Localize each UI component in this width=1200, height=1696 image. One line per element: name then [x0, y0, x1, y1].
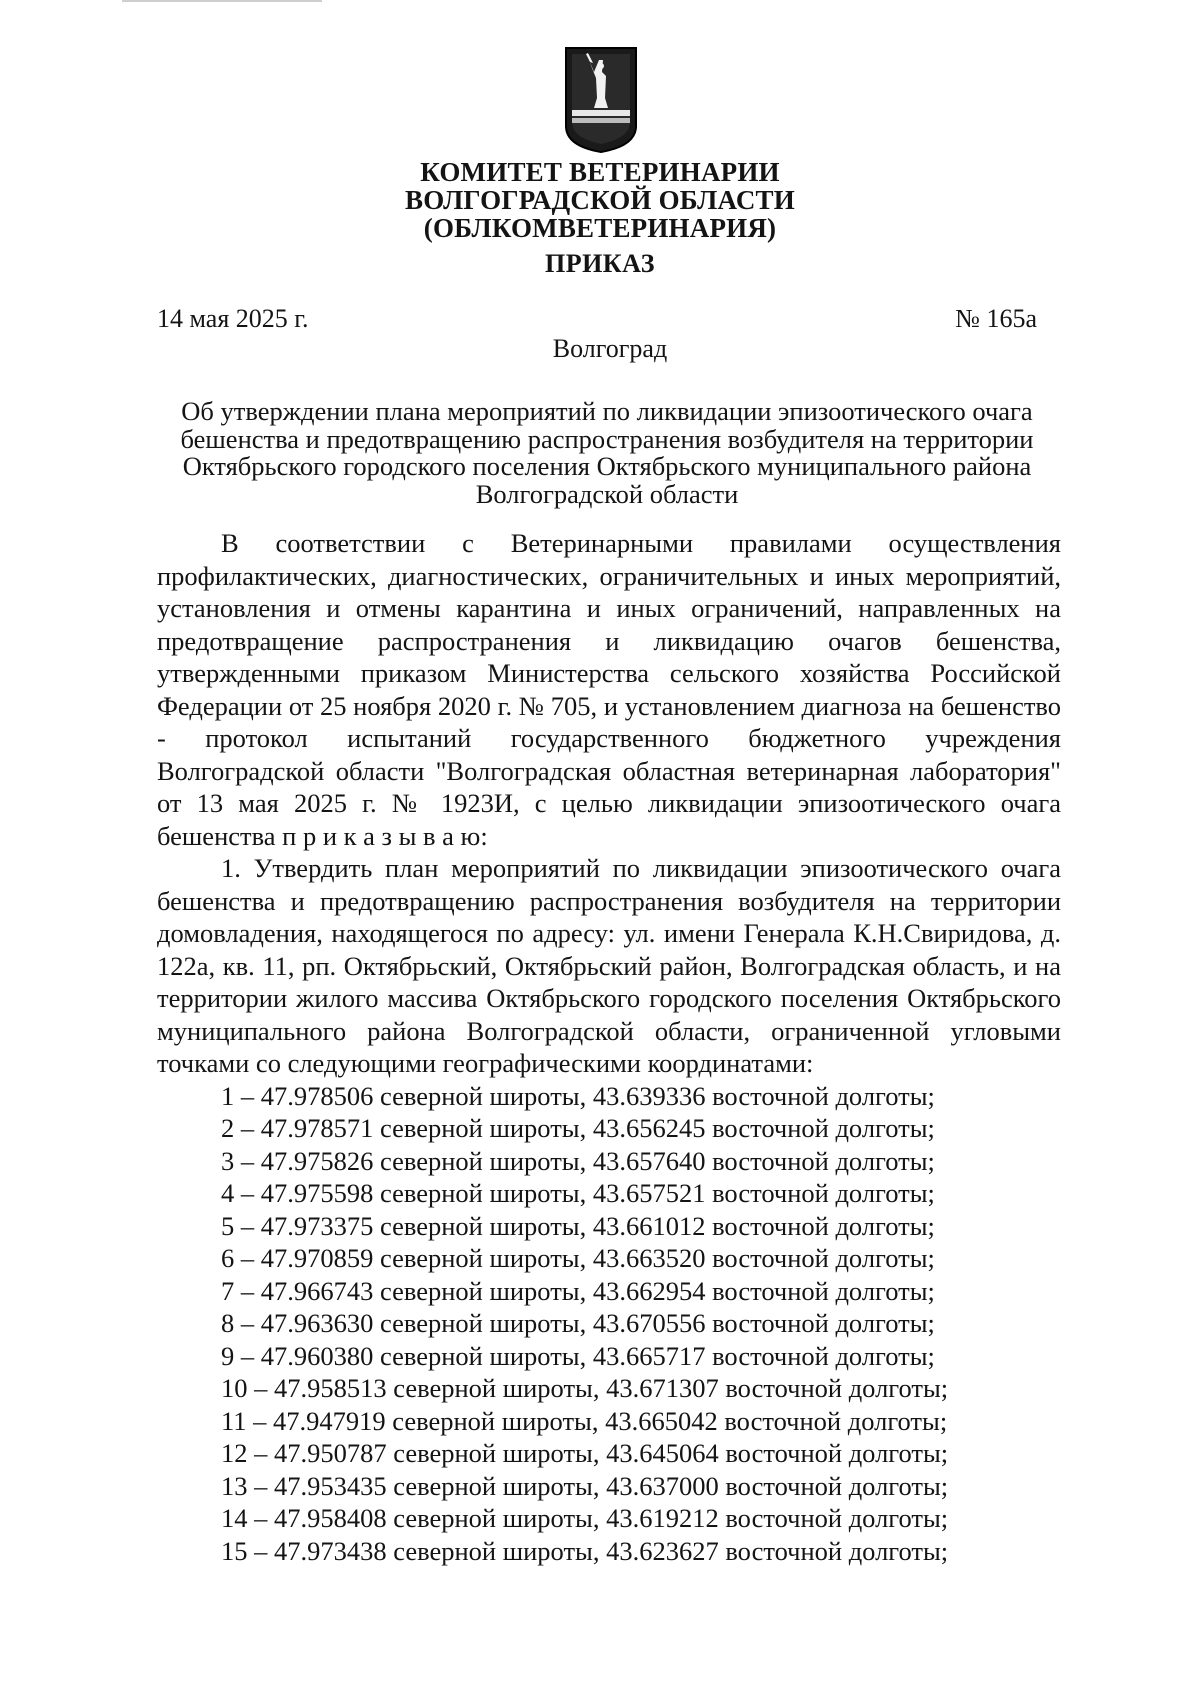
coordinate-point: 13 – 47.953435 северной широты, 43.637000 восточной долготы; — [221, 1470, 949, 1501]
title-line-1: Об утверждении плана мероприятий по ликвидации эпизоотического очага — [181, 396, 1033, 426]
volgograd-region-coat-of-arms-icon — [564, 46, 638, 154]
coordinate-point: 11 – 47.947919 северной широты, 43.665042 восточной долготы; — [221, 1405, 948, 1436]
coordinate-point: 2 – 47.978571 северной широты, 43.656245 восточной долготы; — [221, 1113, 935, 1143]
order-item-1: 1. Утвердить план мероприятий по ликвидации эпизоотического очага бешенства и предотвращению распространения возбудителя на территории домовладения, находящегося по адресу: ул. имени Генерала К.Н.Свиридова, д. 122а, кв. 11, рп. Октябрьский, Октябрьский район, Волгоградская область, и на территории жилого массива Октябрьского городского поселения Октябрьского муниципального района Волгоградской области, ограниченной угловыми точками со следующими географическими координатами: — [157, 853, 1061, 1078]
coordinate-point: 12 – 47.950787 северной широты, 43.645064 восточной долготы; — [221, 1438, 949, 1468]
coordinate-point: 15 – 47.973438 северной широты, 43.623627 восточной долготы; — [221, 1535, 949, 1566]
title-line-4: Волгоградской области — [475, 478, 739, 509]
coordinate-point: 10 – 47.958513 северной широты, 43.671307 восточной долготы; — [221, 1373, 949, 1403]
title-line-2: бешенства и предотвращению распространения возбудителя на территории — [180, 423, 1034, 454]
preamble-paragraph: В соответствии с Ветеринарными правилами осуществления профилактических, диагностических, ограничительных и иных мероприятий, установления и отмены карантина и иных ограничений, направленных на предотвращение распространения и ликвидацию очагов бешенства, утвержденными приказом Министерства сельского хозяйства Российской Федерации от 25 ноября 2020 г. № 705, и установлением диагноза на бешенство - протокол испытаний государственного бюджетного учреждения Волгоградской области "Волгоградская областная ветеринарная лаборатория" от 13 мая 2025 г. № 1923И, с целью ликвидации эпизоотического очага бешенства п р и к а з ы в а ю: — [157, 528, 1061, 851]
title-line-3: Октябрьского городского поселения Октябрьского муниципального района — [182, 451, 1032, 481]
coordinate-point: 7 – 47.966743 северной широты, 43.662954 восточной долготы; — [221, 1275, 935, 1306]
coordinate-point: 9 – 47.960380 северной широты, 43.665717 восточной долготы; — [221, 1340, 935, 1371]
coordinate-point: 1 – 47.978506 северной широты, 43.639336 восточной долготы; — [221, 1080, 935, 1111]
coordinate-point: 3 – 47.975826 северной широты, 43.657640 восточной долготы; — [221, 1145, 935, 1176]
org-line-1: КОМИТЕТ ВЕТЕРИНАРИИ — [420, 157, 780, 187]
coordinate-point: 8 – 47.963630 северной широты, 43.670556 восточной долготы; — [221, 1308, 935, 1338]
document-title — [157, 398, 1057, 508]
org-line-2: ВОЛГОГРАДСКОЙ ОБЛАСТИ — [405, 185, 795, 215]
org-line-3: (ОБЛКОМВЕТЕРИНАРИЯ) — [423, 213, 777, 243]
coordinate-point: 4 – 47.975598 северной широты, 43.657521 восточной долготы; — [221, 1178, 935, 1208]
document-number: № 165а — [955, 304, 1037, 333]
coordinate-point: 14 – 47.958408 северной широты, 43.619212 восточной долготы; — [221, 1503, 949, 1533]
coordinate-point: 6 – 47.970859 северной широты, 43.663520 восточной долготы; — [221, 1243, 935, 1273]
document-body — [157, 527, 1061, 1567]
scan-artifact-line — [122, 0, 322, 2]
document-type: ПРИКАЗ — [544, 249, 656, 278]
coordinates-list — [157, 1080, 1061, 1568]
organization-name — [300, 158, 900, 242]
document-city: Волгоград — [552, 334, 668, 363]
document-date: 14 мая 2025 г. — [157, 304, 309, 333]
coordinate-point: 5 – 47.973375 северной широты, 43.661012 восточной долготы; — [221, 1210, 935, 1241]
